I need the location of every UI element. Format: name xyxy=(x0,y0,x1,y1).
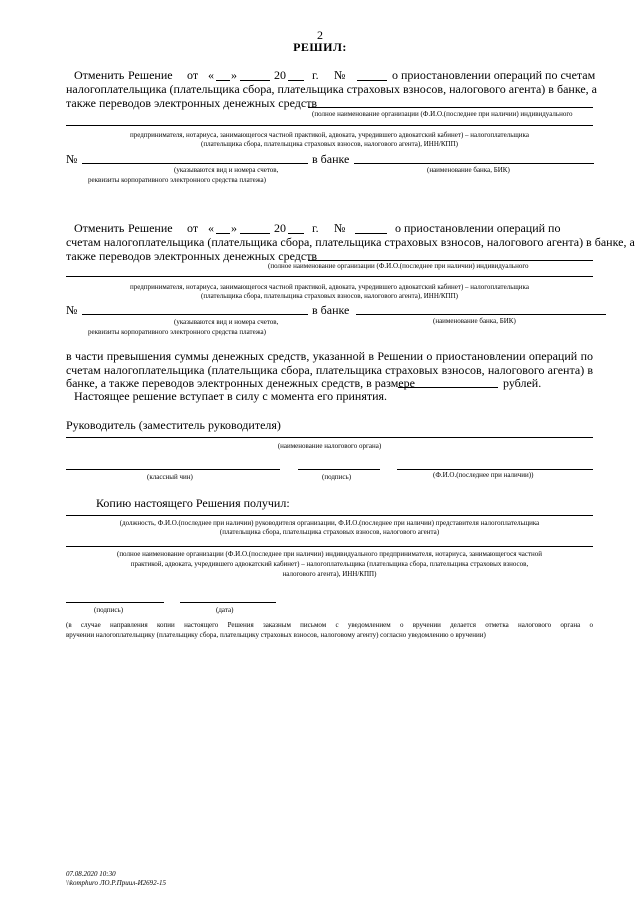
b3-line2-text: счетам налогоплательщика (плательщика сбора, плательщика страховых взносов, налогового агента) в xyxy=(66,363,593,377)
b1-bank-caption: (наименование банка, БИК) xyxy=(427,166,510,174)
b2-year-suffix: г. xyxy=(312,221,319,235)
b1-line2 xyxy=(66,82,598,96)
b1-account-no: № xyxy=(66,152,78,166)
footer-file-path: \\komphuro ЛО.Р.Приил-И2692-15 xyxy=(66,879,166,887)
b2-year-prefix: 20 xyxy=(274,221,286,235)
recipient-caption-1: (должность, Ф.И.О.(последнее при наличии) руководителя организации, Ф.И.О.(последнее при наличии) представителя налогоплательщика xyxy=(119,519,540,527)
b1-word-reshenie: Решение xyxy=(128,68,173,82)
b2-word-ot: от xyxy=(187,221,199,235)
b1-account-caption-2: реквизиты корпоративного электронного средства платежа) xyxy=(88,176,266,184)
b2-ip-caption-1: предпринимателя, нотариуса, занимающегося частной практикой, адвоката, учредившего адвокатский кабинет) – налогоплательщика xyxy=(130,283,529,291)
b2-quote-close: » xyxy=(231,221,237,235)
b1-number-field[interactable] xyxy=(357,80,387,81)
head-fio-field[interactable] xyxy=(397,469,593,470)
head-sign-caption: (подпись) xyxy=(322,473,352,481)
b1-number-sign: № xyxy=(334,68,346,82)
b2-org-field[interactable] xyxy=(308,260,593,261)
b3-line2 xyxy=(66,363,593,377)
recipient-org-caption-1: (полное наименование организации (Ф.И.О.(последнее при наличии) индивидуального предпринимателя, нотариуса, занимающегося частной xyxy=(116,550,543,558)
b2-ip-caption-2: (плательщика сбора, плательщика страховых взносов, налогового агента), ИНН/КПП) xyxy=(201,292,458,300)
b1-bank-field[interactable] xyxy=(354,163,594,164)
recipient-position-field[interactable] xyxy=(66,515,593,516)
b2-org-caption: (полное наименование организации (Ф.И.О.(последнее при наличии) индивидуального xyxy=(268,262,529,270)
b1-line2-text: налогоплательщика (плательщика сбора, плательщика страховых взносов, налогового агента) в банке, а xyxy=(66,82,598,96)
b2-number-sign: № xyxy=(334,221,346,235)
b1-year-suffix: г. xyxy=(312,68,319,82)
b2-account-no: № xyxy=(66,303,78,317)
rank-field[interactable] xyxy=(66,469,280,470)
amount-field[interactable] xyxy=(398,387,498,388)
recipient-org-field[interactable] xyxy=(66,546,593,547)
b1-month-field[interactable] xyxy=(240,80,270,81)
b3-rubles: рублей. xyxy=(503,376,542,390)
b1-suspension-text: о приостановлении операций по счетам xyxy=(392,68,596,82)
recipient-org-caption-2: практикой, адвоката, учредившего адвокатский кабинет) – налогоплательщика (плательщика сбора, плательщика страховых взносов, xyxy=(130,560,529,568)
b2-account-caption-2: реквизиты корпоративного электронного средства платежа) xyxy=(88,328,266,336)
b2-word-otmenit: Отменить xyxy=(74,221,125,235)
b1-line3: также переводов электронных денежных средств xyxy=(66,96,318,110)
rank-caption: (классный чин) xyxy=(147,473,193,481)
footer-timestamp: 07.08.2020 10:30 xyxy=(66,870,116,878)
b1-account-field[interactable] xyxy=(82,163,308,164)
b1-org-field[interactable] xyxy=(308,107,593,108)
delivery-note-1 xyxy=(66,621,593,629)
delivery-note-1-text: (в случае направления копии настоящего Решения заказным письмом с уведомлением о вручении делается отметка налогового органа о xyxy=(66,621,593,629)
b1-ip-caption-1: предпринимателя, нотариуса, занимающегося частной практикой, адвоката, учредившего адвокатский кабинет) – налогоплательщика xyxy=(130,131,529,139)
b2-day-field[interactable] xyxy=(216,233,230,234)
b2-org-field-2[interactable] xyxy=(66,276,593,277)
b1-word-otmenit: Отменить xyxy=(74,68,125,82)
b2-suspension-text: о приостановлении операций по xyxy=(395,221,561,235)
b2-line2 xyxy=(66,235,635,249)
b1-account-caption-1: (указываются вид и номера счетов, xyxy=(174,166,279,174)
b2-bank-caption: (наименование банка, БИК) xyxy=(433,317,516,325)
b2-word-reshenie: Решение xyxy=(128,221,173,235)
b2-line3: также переводов электронных денежных средств xyxy=(66,249,318,263)
b2-line2-text: счетам налогоплательщика (плательщика сбора, плательщика страховых взносов, налогового агента) в банке, а xyxy=(66,235,635,249)
tax-organ-caption: (наименование налогового органа) xyxy=(277,442,382,450)
b2-account-caption-1: (указываются вид и номера счетов, xyxy=(174,318,279,326)
b1-word-ot: от xyxy=(187,68,199,82)
b2-year-field[interactable] xyxy=(288,233,304,234)
recipient-org-caption-3: налогового агента), ИНН/КПП) xyxy=(282,570,377,578)
recipient-caption-2: (плательщика сбора, плательщика страховых взносов, налогового агента) xyxy=(219,528,440,536)
page-number: 2 xyxy=(317,28,323,42)
b1-quote-close: » xyxy=(231,68,237,82)
b3-line3: банке, а также переводов электронных денежных средств, в размере xyxy=(66,376,415,390)
b2-month-field[interactable] xyxy=(240,233,270,234)
recipient-sign-caption: (подпись) xyxy=(94,606,124,614)
b1-year-field[interactable] xyxy=(288,80,304,81)
b1-org-field-2[interactable] xyxy=(66,125,593,126)
b1-in-bank: в банке xyxy=(312,152,350,166)
b1-quote-open: « xyxy=(208,68,214,82)
head-fio-caption: (Ф.И.О.(последнее при наличии)) xyxy=(433,471,534,479)
b1-org-caption: (полное наименование организации (Ф.И.О.(последнее при наличии) индивидуального xyxy=(312,110,573,118)
copy-label: Копию настоящего Решения получил: xyxy=(96,496,290,510)
b1-ip-caption-2: (плательщика сбора, плательщика страховых взносов, налогового агента), ИНН/КПП) xyxy=(201,140,458,148)
b2-number-field[interactable] xyxy=(355,233,387,234)
head-sign-field[interactable] xyxy=(298,469,380,470)
recipient-date-field[interactable] xyxy=(180,602,276,603)
b2-account-field[interactable] xyxy=(82,314,308,315)
b2-bank-field[interactable] xyxy=(356,314,606,315)
b3-line4: Настоящее решение вступает в силу с момента его принятия. xyxy=(74,389,388,403)
b2-quote-open: « xyxy=(208,221,214,235)
tax-organ-field[interactable] xyxy=(66,437,593,438)
b3-line1-text: в части превышения суммы денежных средств, указанной в Решении о приостановлении операций по xyxy=(66,349,593,363)
b1-year-prefix: 20 xyxy=(274,68,286,82)
recipient-sign-field[interactable] xyxy=(66,602,164,603)
b3-line1 xyxy=(66,349,593,363)
delivery-note-2: вручении налогоплательщику (плательщику сбора, плательщику страховых взносов, налоговому агенту) согласно уведомлению о вручении) xyxy=(66,631,486,639)
b2-in-bank: в банке xyxy=(312,303,350,317)
head-label: Руководитель (заместитель руководителя) xyxy=(66,418,281,432)
page-title: РЕШИЛ: xyxy=(293,40,347,54)
b1-day-field[interactable] xyxy=(216,80,230,81)
recipient-date-caption: (дата) xyxy=(216,606,234,614)
